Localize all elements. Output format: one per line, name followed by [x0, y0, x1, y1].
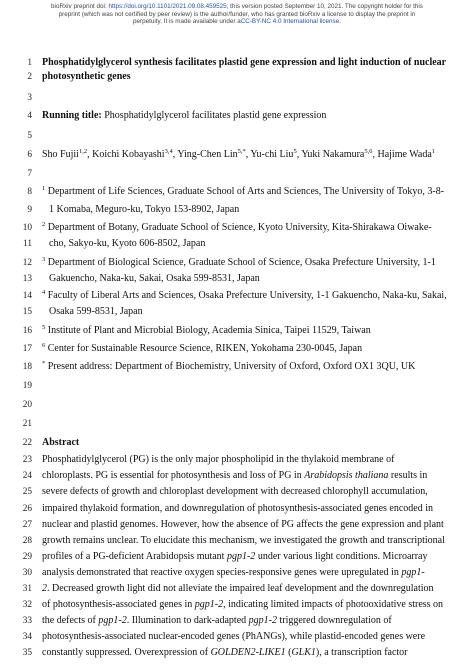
- affiliation-text: Institute of Plant and Microbial Biology, Academia Sinica, Taipei 11529, Taiwan: [45, 325, 371, 336]
- abstract-text: , indicating limited impacts of photooxidative stress on: [223, 599, 444, 610]
- affiliation-1: [42, 186, 450, 198]
- banner-text: .: [339, 18, 341, 26]
- line-number: 12: [22, 258, 32, 268]
- line-number: 26: [22, 504, 32, 514]
- gene-name: GOLDEN2-LIKE1: [210, 647, 286, 658]
- line-number: 13: [22, 274, 32, 284]
- line-number: 34: [22, 632, 32, 642]
- abstract-line: photosynthesis-associated nuclear-encoded genes (PhANGs), while plastid-encoded genes were: [42, 631, 426, 642]
- abstract-line: [42, 551, 450, 563]
- abstract-line: [42, 567, 450, 579]
- abstract-line: nuclear and plastid genomes. However, how the absence of PG affects the gene expression and plant: [42, 519, 444, 530]
- line-number: 32: [22, 600, 32, 610]
- line-number: 20: [22, 400, 32, 410]
- affiliation-text: Department of Botany, Graduate School of Science, Kyoto University, Kita-Shirakawa Oiwake-: [45, 222, 432, 233]
- affiliation-3-cont: Gakuencho, Naka-ku, Sakai, Osaka 599-8531, Japan: [49, 273, 260, 284]
- banner-text: bioRxiv preprint doi:: [51, 3, 109, 10]
- line-number: 9: [27, 205, 32, 215]
- abstract-text: profiles of a PG-deficient Arabidopsis mutant: [42, 551, 227, 562]
- line-number: 15: [22, 307, 32, 317]
- affiliation-mark: 3: [42, 256, 46, 263]
- affiliation-text: Center for Sustainable Resource Science, RIKEN, Yokohama 230-0045, Japan: [45, 343, 363, 354]
- abstract-text: . Illumination to dark-adapted: [126, 615, 249, 626]
- line-number: 23: [22, 455, 32, 465]
- mutant-name: pgp1-2: [98, 615, 127, 626]
- line-number: 30: [22, 568, 32, 578]
- line-number: 16: [22, 326, 32, 336]
- mutant-name: pgp1-2: [226, 551, 256, 562]
- affiliation-text: Department of Biological Science, Graduate School of Science, Osaka Prefecture University, 1-1: [45, 257, 436, 268]
- mutant-name: 2: [42, 583, 47, 594]
- affiliation-text: Present address: Department of Biochemistry, University of Oxford, Oxford OX1 3QU, UK: [45, 361, 416, 372]
- line-number: 31: [22, 584, 32, 594]
- banner-text: ; this version posted September 10, 2021. The copyright holder for this: [226, 3, 423, 10]
- present-address: [42, 361, 450, 373]
- affiliation-mark: 1: [42, 185, 46, 192]
- line-number: 33: [22, 616, 32, 626]
- mutant-name: pgp1-2: [248, 615, 277, 626]
- abstract-text: the defects of: [42, 615, 99, 626]
- abstract-text: of photosynthesis-associated genes in: [42, 599, 195, 610]
- abstract-text: ), a transcription factor: [315, 647, 408, 658]
- author-name: , Hajime Wada: [372, 149, 432, 160]
- abstract-text: constantly suppressed. Overexpression of: [42, 647, 211, 658]
- line-number: 18: [22, 362, 32, 372]
- affiliation-5: [42, 325, 450, 337]
- line-number: 17: [22, 344, 32, 354]
- line-number: 11: [23, 239, 32, 249]
- abstract-line: growth remains unclear. To elucidate this mechanism, we investigated the growth and transcriptional: [42, 535, 445, 546]
- author-name: Sho Fujii: [42, 149, 79, 160]
- abstract-line: Phosphatidylglycerol (PG) is the only major phospholipid in the thylakoid membrane of: [42, 454, 395, 465]
- author-affiliation-mark: 1,2: [78, 148, 88, 155]
- abstract-text: . Decreased growth light did not alleviate the impaired leaf development and the downregulation: [47, 583, 434, 594]
- line-number: 2: [27, 72, 32, 82]
- abstract-heading: Abstract: [42, 437, 80, 448]
- abstract-line: [42, 583, 450, 595]
- mutant-name: pgp1-2: [194, 599, 224, 610]
- line-number: 21: [22, 419, 32, 429]
- affiliation-6: [42, 343, 450, 355]
- author-name: , Koichi Kobayashi: [87, 149, 165, 160]
- banner-line-1: [0, 3, 474, 11]
- affiliation-text: Department of Life Sciences, Graduate School of Arts and Sciences, The University of Tokyo, 3-8-: [45, 186, 445, 197]
- abstract-line: severe defects of growth and chloroplast development with decreased chlorophyll accumulation,: [42, 486, 428, 497]
- author-affiliation-mark: 3,4: [164, 148, 173, 155]
- running-title-label: Running title:: [42, 110, 102, 121]
- author-name: , Yuki Nakamura: [296, 149, 365, 160]
- banner-text: perpetuity. It is made available under a: [133, 18, 241, 26]
- author-affiliation-mark: 5,6: [364, 148, 373, 155]
- line-number: 4: [27, 111, 32, 121]
- line-number: 5: [27, 131, 32, 141]
- affiliation-mark: *: [42, 360, 46, 367]
- running-title: [42, 110, 450, 122]
- doi-link[interactable]: https://doi.org/10.1101/2021.09.08.459525: [108, 3, 227, 10]
- line-number: 24: [22, 471, 32, 481]
- line-number: 10: [22, 223, 32, 233]
- abstract-text: analysis demonstrated that reactive oxygen species-responsive genes were upregulated in: [42, 567, 402, 578]
- affiliation-mark: 6: [42, 342, 46, 349]
- author-affiliation-mark: 5,*: [237, 148, 246, 155]
- gene-name: GLK1: [291, 647, 316, 658]
- banner-line-2: preprint (which was not certified by peer review) is the author/funder, who has granted bioRxiv a license to display the preprint in: [58, 10, 416, 18]
- line-number: 28: [22, 536, 32, 546]
- line-number: 19: [22, 381, 32, 391]
- abstract-line: [42, 599, 450, 611]
- line-number: 3: [27, 93, 32, 103]
- affiliation-mark: 2: [42, 221, 46, 228]
- line-number: 14: [22, 291, 32, 301]
- author-name: , Yu-chi Liu: [245, 149, 294, 160]
- abstract-text: chloroplasts. PG is essential for photosynthesis and loss of PG in: [42, 470, 305, 481]
- abstract-text: results in: [388, 470, 428, 481]
- species-name: Arabidopsis thaliana: [304, 470, 389, 481]
- running-title-text: Phosphatidylglycerol facilitates plastid gene expression: [101, 110, 327, 121]
- line-number: 8: [27, 187, 32, 197]
- abstract-text: triggered downregulation of: [276, 615, 392, 626]
- paper-title-line-2: photosynthetic genes: [42, 71, 131, 82]
- affiliation-2: [42, 222, 450, 234]
- line-number: 29: [22, 552, 32, 562]
- abstract-text: under various light conditions. Microarray: [255, 551, 428, 562]
- line-number: 35: [22, 648, 32, 658]
- abstract-line: [42, 647, 450, 659]
- author-affiliation-mark: 5: [293, 148, 297, 155]
- mutant-name: pgp1-: [401, 567, 425, 578]
- affiliation-4-cont: Osaka 599-8531, Japan: [49, 306, 143, 317]
- affiliation-1-cont: 1 Komaba, Meguro-ku, Tokyo 153-8902, Japan: [49, 204, 240, 215]
- author-list: [42, 149, 450, 161]
- author-affiliation-mark: 1: [431, 148, 436, 155]
- author-name: , Ying-Chen Lin: [172, 149, 238, 160]
- abstract-line: [42, 470, 450, 482]
- line-number: 25: [22, 487, 32, 497]
- banner-line-3: [0, 18, 474, 26]
- line-number: 1: [27, 58, 32, 68]
- affiliation-3: [42, 257, 450, 269]
- line-number: 6: [27, 150, 32, 160]
- affiliation-text: Faculty of Liberal Arts and Sciences, Osaka Prefecture University, 1-1 Gakuencho, Naka-ku, Sakai,: [45, 290, 447, 301]
- line-number: 7: [27, 169, 32, 179]
- line-number: 22: [22, 438, 32, 448]
- abstract-text: (: [285, 647, 292, 658]
- affiliation-mark: 4: [42, 289, 46, 296]
- affiliation-4: [42, 290, 450, 302]
- paper-title-line-1: Phosphatidylglycerol synthesis facilitates plastid gene expression and light induction of nuclear: [42, 57, 447, 68]
- affiliation-2-cont: cho, Sakyo-ku, Kyoto 606-8502, Japan: [49, 238, 206, 249]
- line-number: 27: [22, 520, 32, 530]
- license-link[interactable]: CC-BY-NC 4.0 International license: [240, 18, 340, 26]
- affiliation-mark: 5: [42, 324, 46, 331]
- abstract-line: [42, 615, 450, 627]
- abstract-line: impaired thylakoid formation, and downregulation of photosynthesis-associated genes encoded in: [42, 503, 434, 514]
- preprint-banner: [0, 3, 474, 26]
